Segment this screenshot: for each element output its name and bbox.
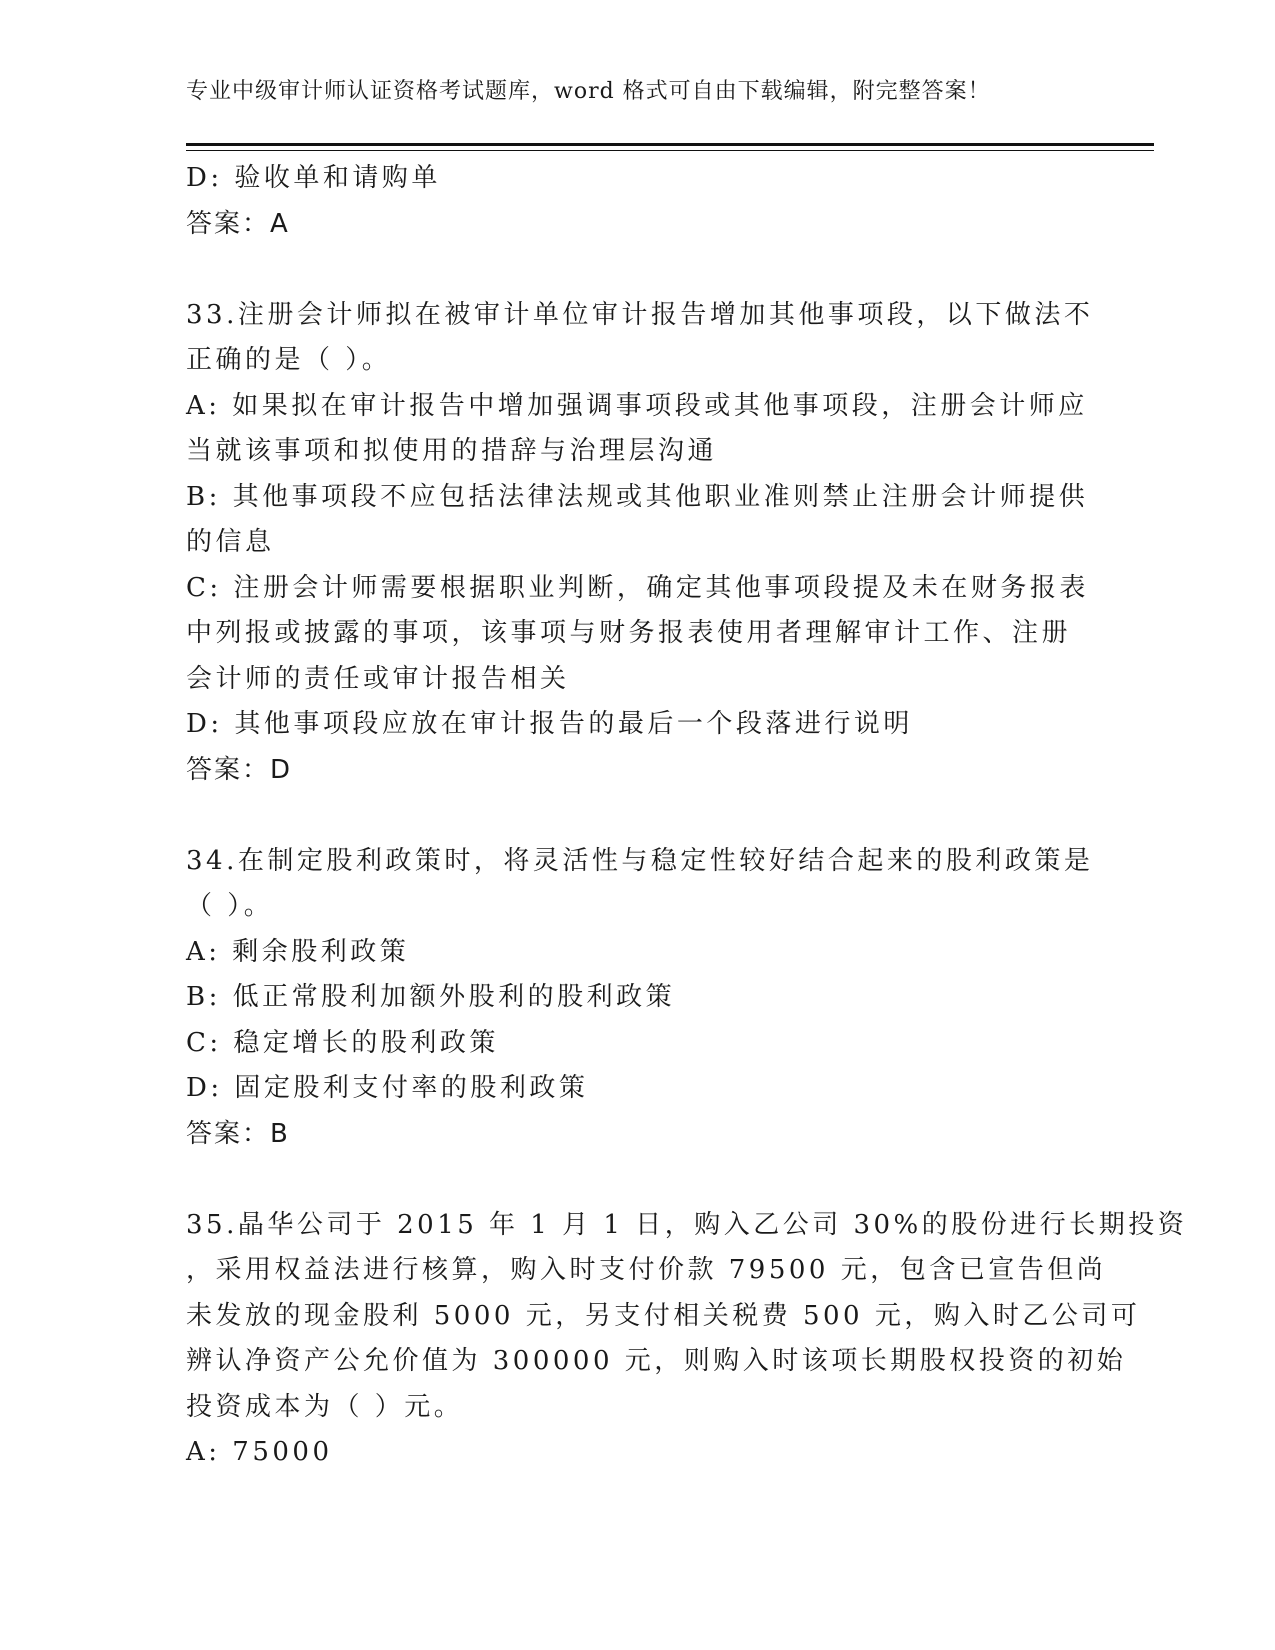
option-b: B: 其他事项段不应包括法律法规或其他职业准则禁止注册会计师提供 xyxy=(186,481,1089,512)
answer-label: 答案：A xyxy=(186,208,290,239)
question-stem-line: 33.注册会计师拟在被审计单位审计报告增加其他事项段，以下做法不 xyxy=(186,299,1094,330)
header-divider-thin xyxy=(186,150,1154,151)
question-stem-line: （ ）。 xyxy=(186,891,274,921)
spacer xyxy=(186,793,1076,839)
question-stem-line: 未发放的现金股利 5000 元，另支付相关税费 500 元，购入时乙公司可 xyxy=(186,1300,1141,1331)
spacer xyxy=(186,247,1076,293)
option-a: A: 如果拟在审计报告中增加强调事项段或其他事项段，注册会计师应 xyxy=(186,390,1088,421)
question-content xyxy=(186,156,1188,1476)
option-a: A: 剩余股利政策 xyxy=(186,936,410,967)
question-34 xyxy=(186,839,1094,1158)
question-33 xyxy=(186,293,1094,794)
question-stem-line: 正确的是（ ）。 xyxy=(186,345,392,375)
answer-label: 答案：D xyxy=(186,754,293,785)
question-stem-line: 35.晶华公司于 2015 年 1 月 1 日，购入乙公司 30%的股份进行长期投资 xyxy=(186,1209,1188,1240)
option-c: 会计师的责任或审计报告相关 xyxy=(186,663,570,694)
page-header: 专业中级审计师认证资格考试题库，word 格式可自由下载编辑，附完整答案！ xyxy=(186,79,991,104)
spacer xyxy=(186,1157,1076,1203)
header-divider xyxy=(186,143,1154,146)
option-d: D: 固定股利支付率的股利政策 xyxy=(186,1073,589,1103)
question-32-tail xyxy=(186,156,1076,247)
option-c: 中列报或披露的事项，该事项与财务报表使用者理解审计工作、注册 xyxy=(186,618,1072,648)
option-d: D: 验收单和请购单 xyxy=(186,163,441,193)
option-a: A: 75000 xyxy=(186,1437,333,1467)
question-35 xyxy=(186,1203,1188,1476)
option-d: D: 其他事项段应放在审计报告的最后一个段落进行说明 xyxy=(186,709,913,739)
question-stem-line: ，采用权益法进行核算，购入时支付价款 79500 元，包含已宣告但尚 xyxy=(186,1255,1107,1285)
option-b: B: 低正常股利加额外股利的股利政策 xyxy=(186,982,676,1012)
question-stem-line: 34.在制定股利政策时，将灵活性与稳定性较好结合起来的股利政策是 xyxy=(186,845,1094,876)
option-b: 的信息 xyxy=(186,527,275,557)
question-stem-line: 辨认净资产公允价值为 300000 元，则购入时该项长期股权投资的初始 xyxy=(186,1346,1127,1376)
answer-label: 答案：B xyxy=(186,1118,290,1149)
option-c: C: 注册会计师需要根据职业判断，确定其他事项段提及未在财务报表 xyxy=(186,572,1089,603)
option-c: C: 稳定增长的股利政策 xyxy=(186,1027,499,1058)
question-stem-line: 投资成本为（ ）元。 xyxy=(186,1391,464,1422)
option-a: 当就该事项和拟使用的措辞与治理层沟通 xyxy=(186,436,718,466)
